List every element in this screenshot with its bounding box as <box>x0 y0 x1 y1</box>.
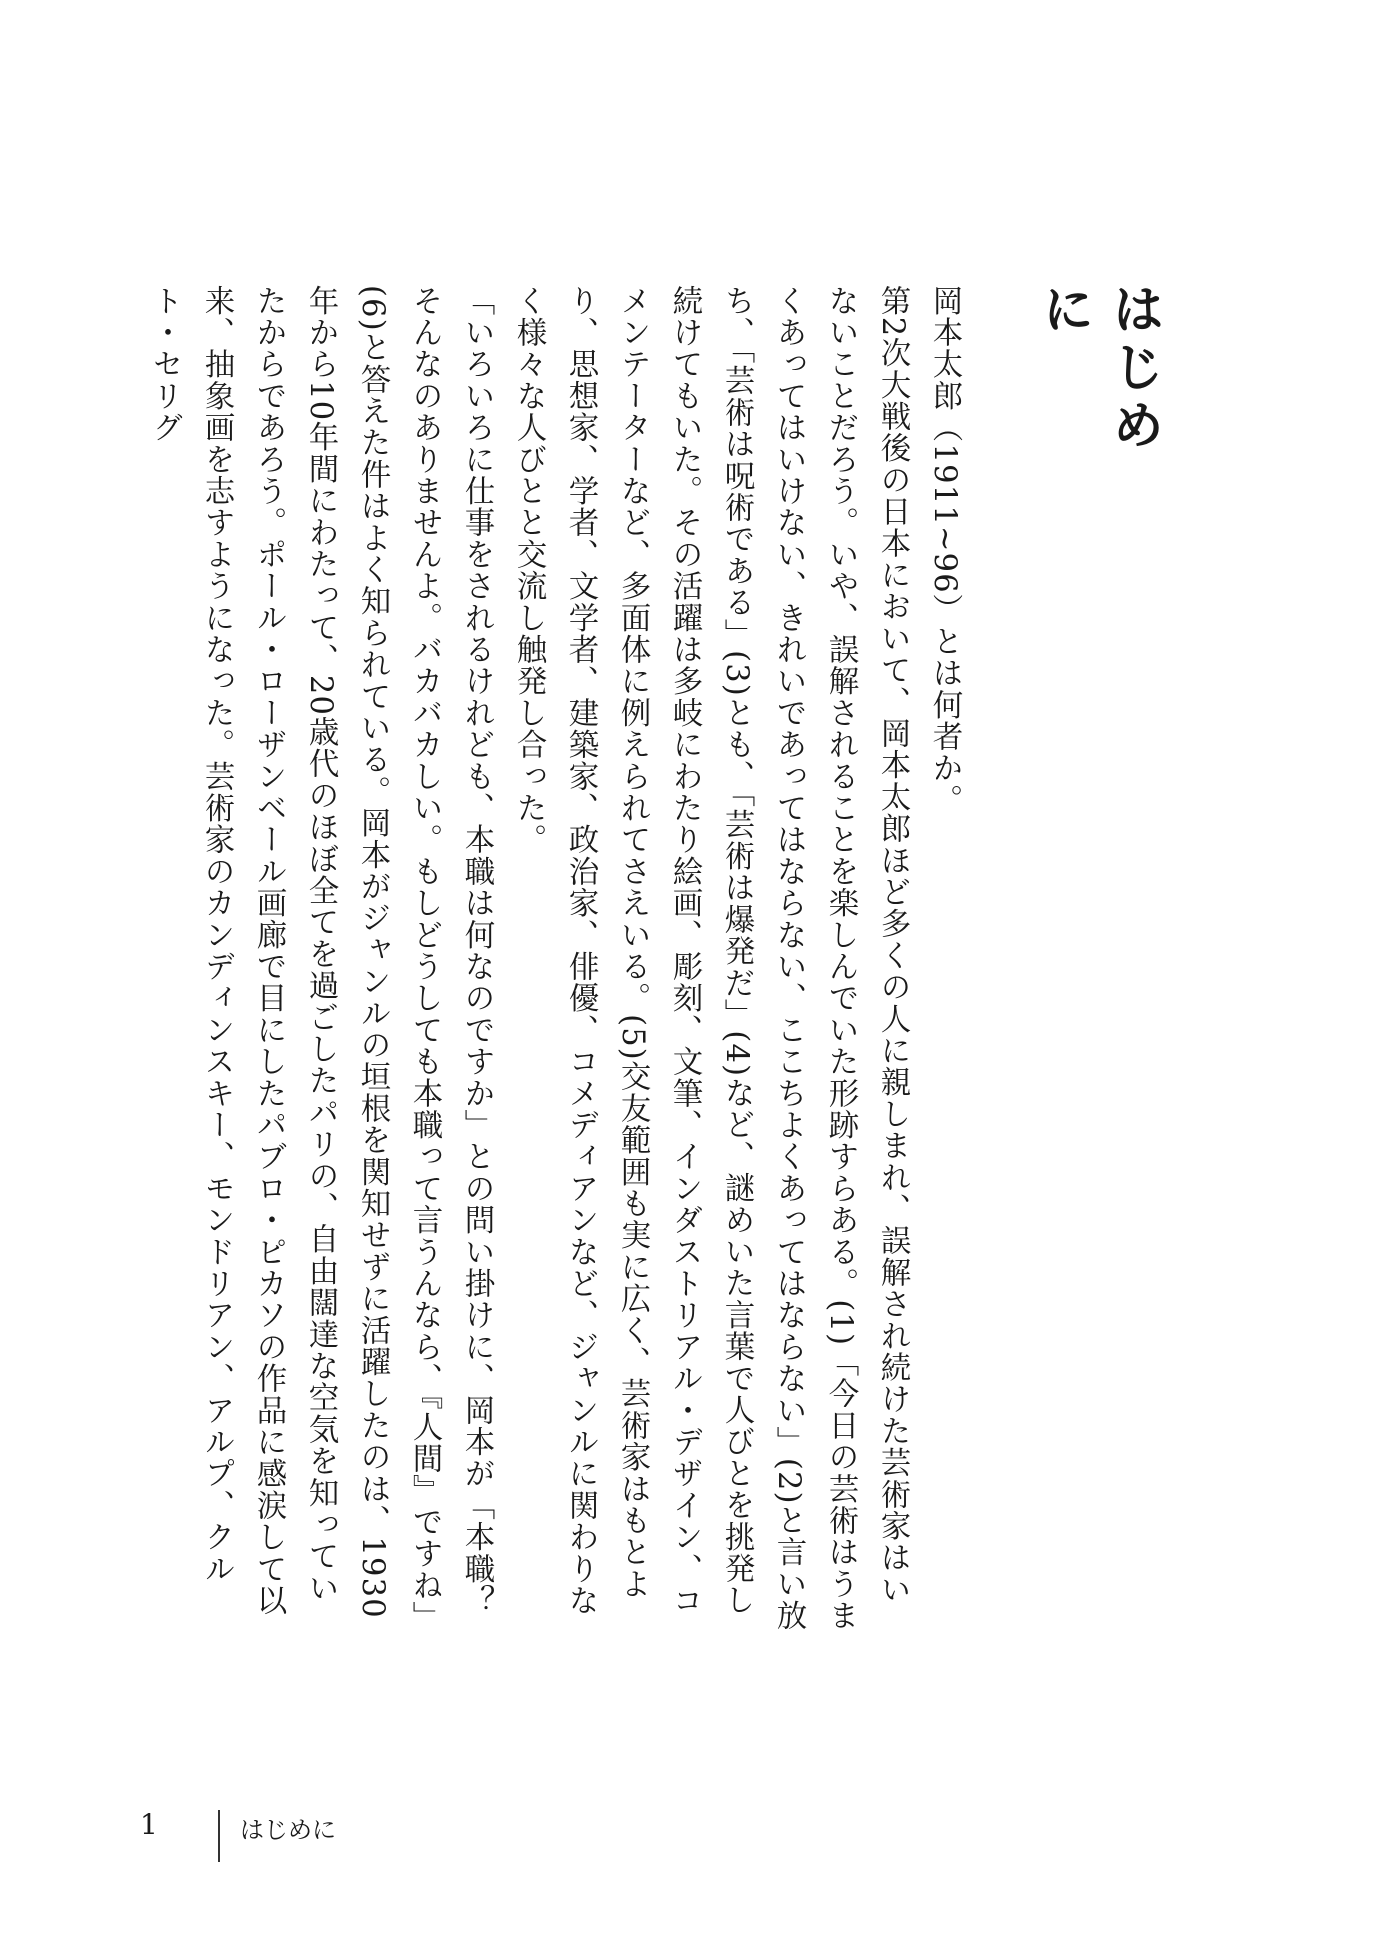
footer-divider <box>218 1810 220 1862</box>
page-number: 1 <box>140 1808 158 1841</box>
body-text <box>130 285 970 1635</box>
paragraph-3: 「いろいろに仕事をされるけれども、本職は何なのですか」との問い掛けに、岡本が「本職？そんなのありませんよ。バカバカしい。もしどうしても本職って言うんなら、『人間』ですね」(6)と答えた件はよく知られている。岡本がジャンルの垣根を関知せずに活躍したのは、1930年から10年間にわたって、20歳代のほぼ全てを過ごしたパリの、自由闊達な空気を知っていたからであろう。ポール・ローザンベール画廊で目にしたパブロ・ピカソの作品に感涙して以来、抽象画を志すようになった。芸術家のカンディンスキー、モンドリアン、アルプ、クルト・セリグ <box>147 285 494 1633</box>
paragraph-1: 岡本太郎（1911~96）とは何者か。 <box>927 285 962 816</box>
page-footer <box>140 1808 440 1868</box>
running-head: はじめに <box>240 1816 336 1844</box>
chapter-heading: はじめに <box>1033 282 1163 456</box>
paragraph-2: 第2次大戦後の日本において、岡本太郎ほど多くの人に親しまれ、誤解され続けた芸術家はいないことだろう。いや、誤解されることを楽しんでいた形跡すらある。(1)「今日の芸術はうまくあってはいけない、きれいであってはならない、ここちよくあってはならない」(2)と言い放ち、「芸術は呪術である」(3)とも、「芸術は爆発だ」(4)など、謎めいた言葉で人びとを挑発し続けてもいた。その活躍は多岐にわたり絵画、彫刻、文筆、インダストリアル・デザイン、コメンテーターなど、多面体に例えられてさえいる。(5)交友範囲も実に広く、芸術家はもとより、思想家、学者、文学者、建築家、政治家、俳優、コメディアンなど、ジャンルに関わりなく様々な人びとと交流し触発し合った。 <box>511 285 910 1632</box>
